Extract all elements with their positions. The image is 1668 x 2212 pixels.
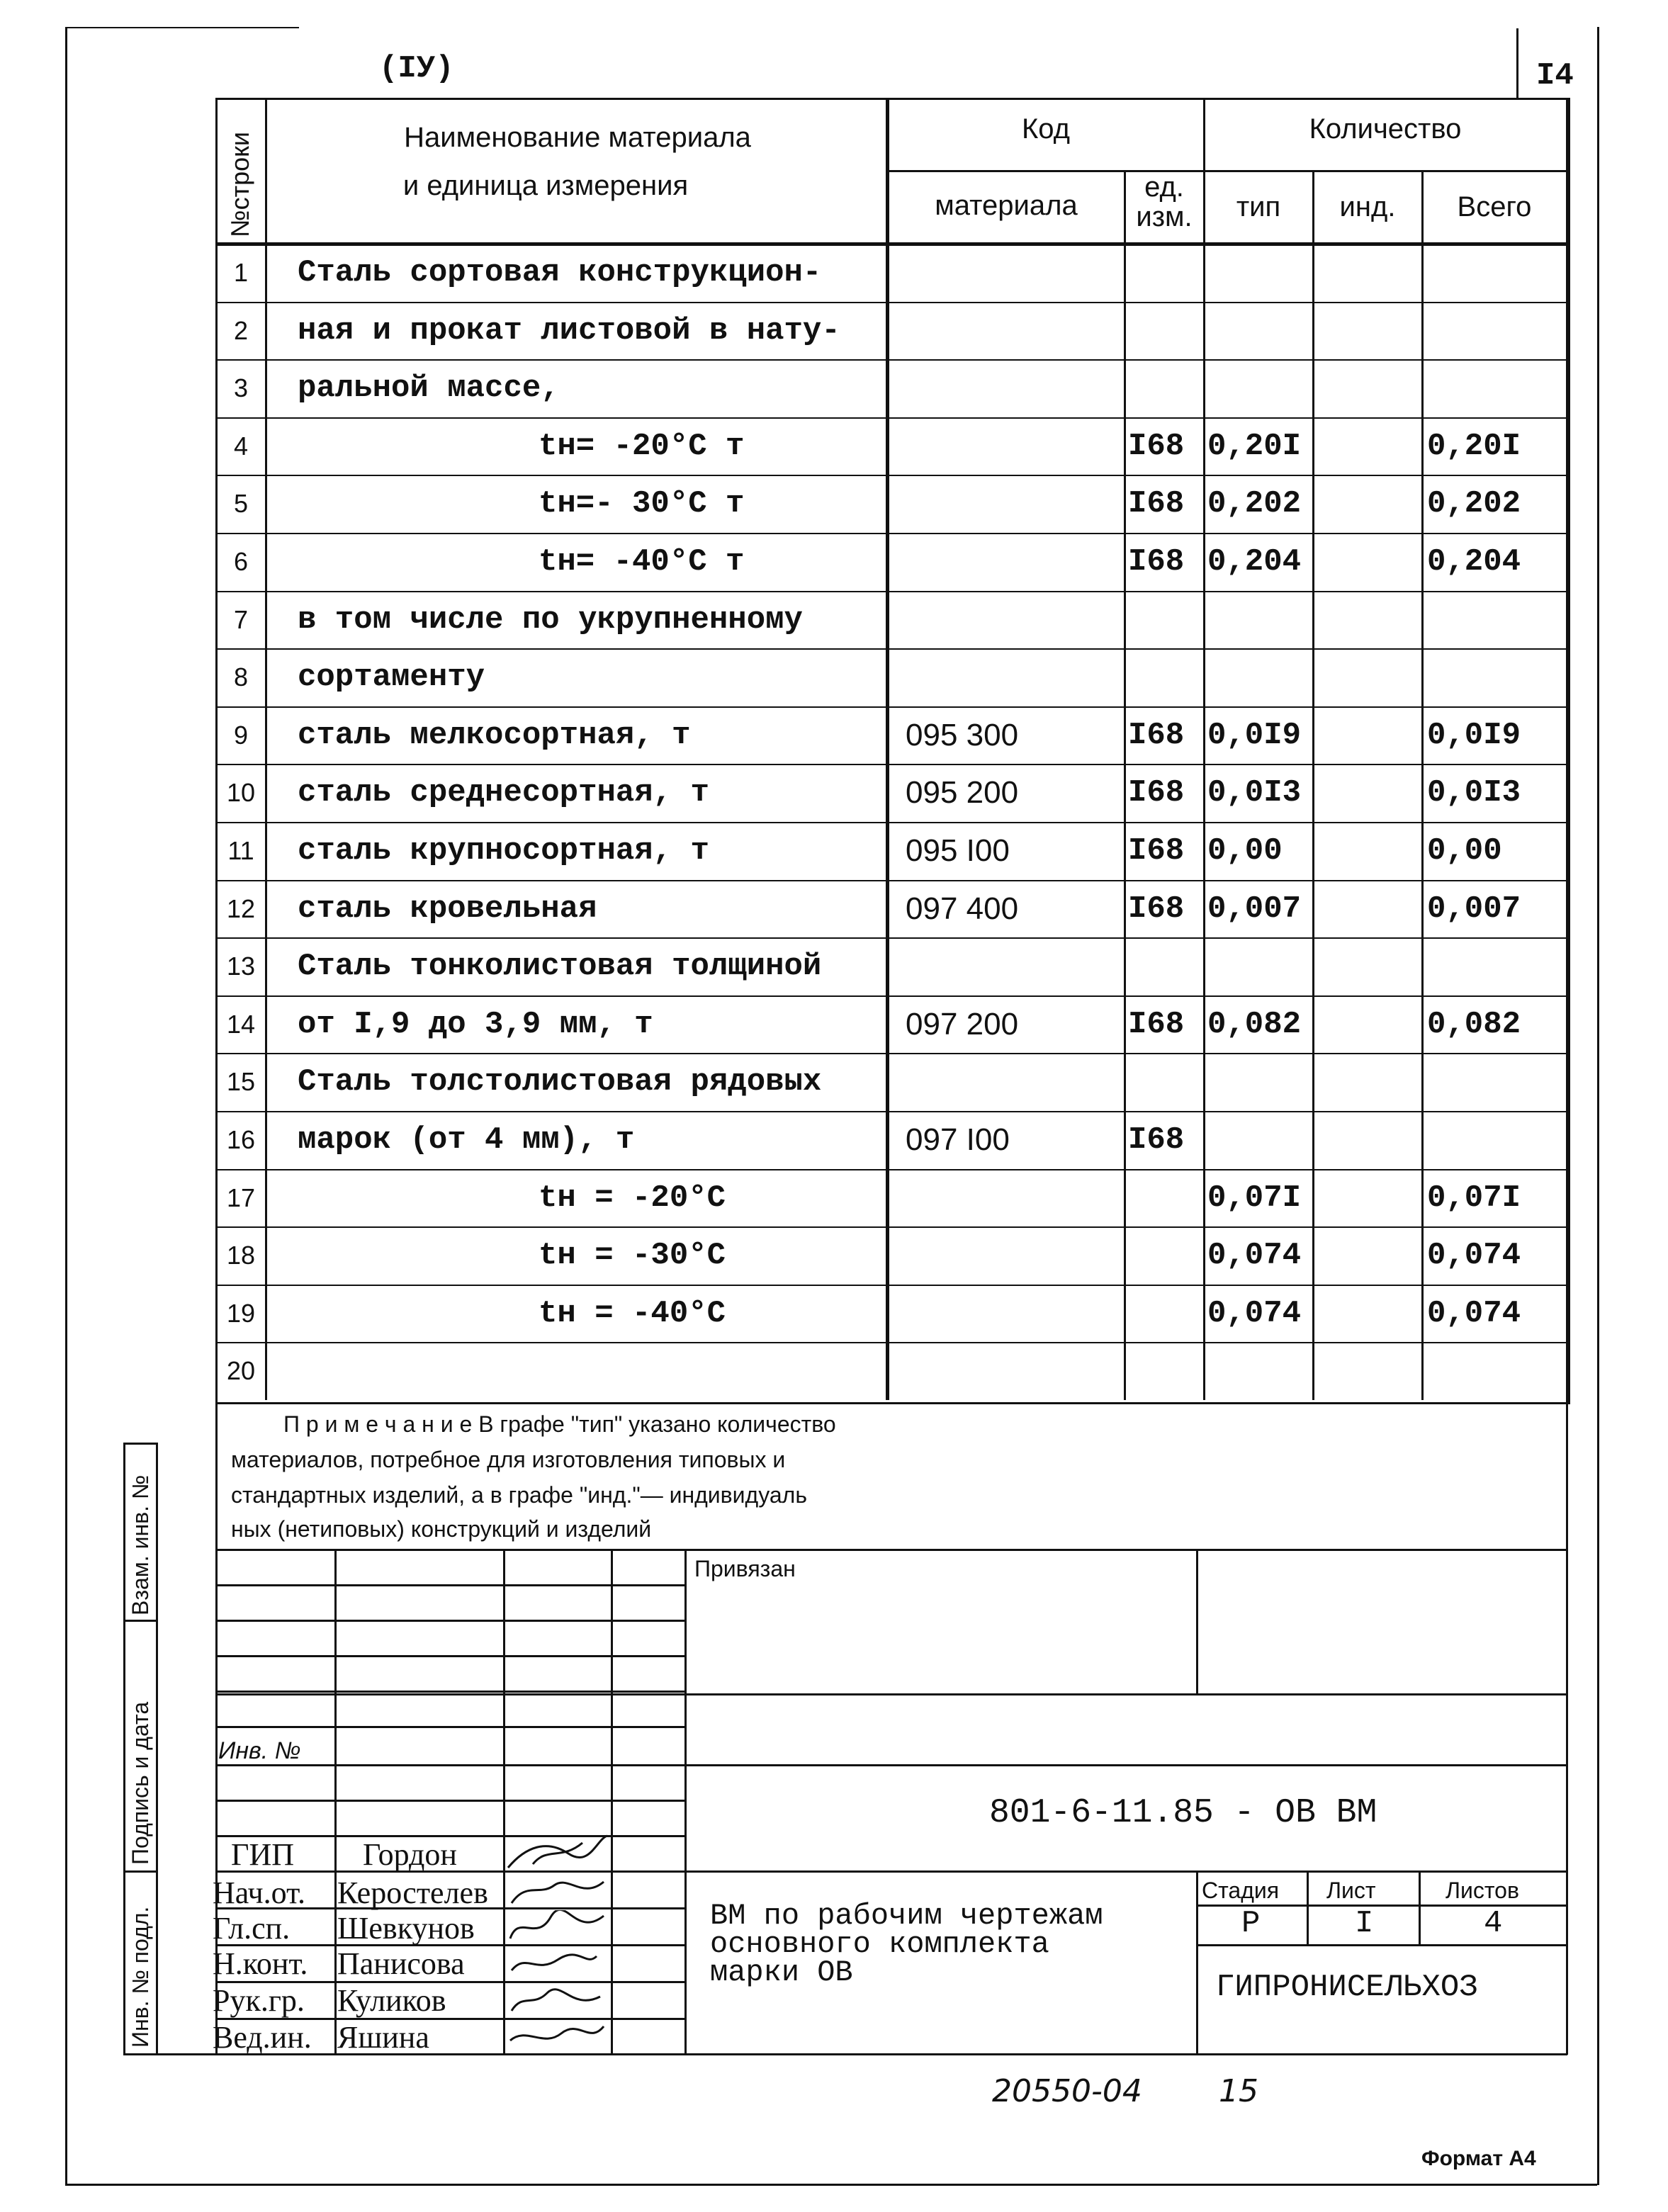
header-type: тип bbox=[1236, 191, 1281, 222]
tb-stage-left bbox=[1196, 1870, 1198, 2055]
tb-title-3: марки ОВ bbox=[710, 1956, 853, 1990]
table-row-line bbox=[215, 880, 1567, 881]
row-total: 0,007 bbox=[1427, 891, 1521, 927]
table-row-line bbox=[215, 533, 1567, 534]
row-number: 2 bbox=[233, 315, 249, 345]
tb-col-date bbox=[684, 1549, 687, 2055]
signer-name: Керостелев bbox=[337, 1875, 488, 1910]
row-number: 19 bbox=[226, 1298, 256, 1328]
row-unit: I68 bbox=[1128, 1006, 1185, 1042]
page-right-border bbox=[1597, 27, 1599, 2185]
tb-col-role bbox=[334, 1549, 337, 2055]
table-row-line bbox=[215, 475, 1567, 476]
row-unit: I68 bbox=[1128, 775, 1185, 811]
row-total: 0,202 bbox=[1427, 486, 1521, 522]
note-line4: ных (нетиповых) конструкций и изделий bbox=[231, 1516, 652, 1542]
col-line-total bbox=[1421, 170, 1424, 1400]
row-code: 095 I00 bbox=[906, 833, 1010, 868]
tb-title-1: ВМ по рабочим чертежам bbox=[710, 1899, 1103, 1933]
row-total: 0,082 bbox=[1427, 1006, 1521, 1042]
tb-stage-value: Р bbox=[1241, 1906, 1261, 1941]
tb-doc-code: 801-6-11.85 - ОВ ВМ bbox=[989, 1794, 1377, 1832]
signer-name: Яшина bbox=[337, 2020, 429, 2055]
row-total: 0,074 bbox=[1427, 1238, 1521, 1274]
table-row-line bbox=[215, 1053, 1567, 1054]
tb-grid-row7 bbox=[215, 1800, 686, 1802]
col-line-unit bbox=[1124, 170, 1126, 1400]
side-strip-bottom bbox=[123, 2053, 215, 2055]
tb-org: ГИПРОНИСЕЛЬХОЗ bbox=[1216, 1970, 1478, 2005]
row-number: 16 bbox=[226, 1125, 256, 1154]
row-name: марок (от 4 мм), т bbox=[298, 1122, 635, 1158]
row-code: 097 200 bbox=[906, 1006, 1019, 1042]
side-label-inv-podl: Инв. № подл. bbox=[128, 1906, 153, 2048]
col-line-type bbox=[1203, 98, 1205, 1400]
row-name: сталь мелкосортная, т bbox=[298, 717, 691, 753]
row-number: 9 bbox=[233, 720, 249, 750]
header-unit-1: ед. bbox=[1144, 171, 1184, 203]
signer-role: ГИП bbox=[231, 1837, 294, 1872]
header-material: материала bbox=[935, 190, 1078, 221]
tb-grid-row2 bbox=[215, 1620, 686, 1622]
row-number: 11 bbox=[227, 836, 254, 865]
table-row-line bbox=[215, 1342, 1567, 1343]
signature-vedin bbox=[505, 2019, 611, 2055]
tb-privyazan: Привязан bbox=[694, 1556, 796, 1581]
table-row-line bbox=[215, 1169, 1567, 1170]
signer-name: Гордон bbox=[363, 1837, 457, 1872]
tb-grid-row1 bbox=[215, 1584, 686, 1586]
row-number: 4 bbox=[233, 431, 249, 461]
signature-rukgr bbox=[505, 1982, 611, 2018]
row-unit: I68 bbox=[1128, 1122, 1185, 1158]
row-name: сталь среднесортная, т bbox=[298, 775, 709, 811]
row-number: 5 bbox=[233, 489, 249, 519]
tb-inv-no: Инв. № bbox=[218, 1737, 301, 1764]
row-number: 20 bbox=[226, 1356, 256, 1386]
signer-name: Панисова bbox=[337, 1946, 465, 1981]
row-name: сталь кровельная bbox=[298, 891, 597, 927]
row-number: 18 bbox=[226, 1241, 256, 1270]
col-line-code bbox=[886, 98, 889, 1400]
row-type: 0,202 bbox=[1207, 486, 1302, 522]
row-code: 095 200 bbox=[906, 775, 1019, 811]
row-total: 0,0I9 bbox=[1427, 717, 1521, 753]
signature-gip bbox=[505, 1832, 611, 1875]
row-total: 0,07I bbox=[1427, 1180, 1521, 1216]
row-type: 0,074 bbox=[1207, 1295, 1302, 1331]
row-unit: I68 bbox=[1128, 428, 1185, 464]
side-strip-top bbox=[123, 1443, 157, 1445]
sheet-number: I4 bbox=[1536, 58, 1574, 94]
side-label-vzam: Взам. инв. № bbox=[128, 1474, 153, 1615]
row-name: от I,9 до 3,9 мм, т bbox=[298, 1006, 653, 1042]
tb-title-2: основного комплекта bbox=[710, 1927, 1049, 1961]
signature-nach bbox=[505, 1875, 611, 1910]
row-name: tн = -30°C bbox=[539, 1238, 726, 1274]
tb-right-line bbox=[1566, 1400, 1568, 2055]
row-number: 17 bbox=[226, 1183, 256, 1212]
tb-sheets-value: 4 bbox=[1484, 1906, 1503, 1941]
table-row-line bbox=[215, 937, 1567, 939]
row-number: 6 bbox=[233, 547, 249, 576]
sheet-number-divider bbox=[1516, 28, 1518, 99]
row-type: 0,00 bbox=[1207, 833, 1283, 869]
tb-grid-top-mid bbox=[215, 1693, 1567, 1695]
row-name: сталь крупносортная, т bbox=[298, 833, 709, 869]
row-unit: I68 bbox=[1128, 486, 1185, 522]
table-row-line bbox=[215, 995, 1567, 997]
signer-role: Н.конт. bbox=[213, 1946, 308, 1981]
row-unit: I68 bbox=[1128, 891, 1185, 927]
row-name: tн=- 30°C т bbox=[539, 486, 745, 522]
row-name: tн = -40°C bbox=[539, 1295, 726, 1331]
side-strip-sep1 bbox=[123, 1620, 157, 1622]
tb-stage-bottom bbox=[1196, 1944, 1566, 1946]
row-type: 0,007 bbox=[1207, 891, 1302, 927]
row-name: ральной массе, bbox=[298, 371, 560, 407]
note-line1: П р и м е ч а н и е В графе "тип" указано количество bbox=[283, 1411, 836, 1437]
row-type: 0,0I3 bbox=[1207, 775, 1302, 811]
tb-sheets-label: Листов bbox=[1446, 1878, 1519, 1903]
col-line-ind bbox=[1312, 170, 1314, 1400]
signer-name: Куликов bbox=[337, 1983, 446, 2018]
format-label: Формат А4 bbox=[1421, 2147, 1536, 2170]
row-number: 13 bbox=[226, 952, 256, 981]
tb-sheet-value: I bbox=[1355, 1906, 1374, 1941]
signature-nkont bbox=[505, 1946, 611, 1981]
row-total: 0,00 bbox=[1427, 833, 1502, 869]
header-name-line1: Наименование материала bbox=[404, 122, 751, 153]
row-name: tн= -40°C т bbox=[539, 544, 745, 580]
row-total: 0,0I3 bbox=[1427, 775, 1521, 811]
row-number: 8 bbox=[233, 662, 249, 692]
row-number: 7 bbox=[233, 604, 249, 634]
tb-stage-div1 bbox=[1307, 1870, 1309, 1946]
tb-top-line bbox=[215, 1549, 1567, 1551]
table-row-line bbox=[215, 1111, 1567, 1112]
row-total: 0,074 bbox=[1427, 1295, 1521, 1331]
table-row-line bbox=[215, 648, 1567, 650]
row-unit: I68 bbox=[1128, 717, 1185, 753]
table-row-line bbox=[215, 359, 1567, 361]
tb-stage-label: Стадия bbox=[1202, 1878, 1280, 1903]
signer-role: Рук.гр. bbox=[213, 1983, 305, 2018]
tb-grid-row4 bbox=[215, 1691, 686, 1693]
table-row-line bbox=[215, 822, 1567, 823]
row-number: 10 bbox=[226, 778, 256, 808]
table-row-line bbox=[215, 417, 1567, 419]
page-top-stub bbox=[65, 27, 299, 28]
table-row-line bbox=[215, 591, 1567, 592]
note-line2: материалов, потребное для изготовления типовых и bbox=[231, 1447, 786, 1472]
tb-grid-row3 bbox=[215, 1655, 686, 1657]
row-type: 0,204 bbox=[1207, 544, 1302, 580]
row-type: 0,074 bbox=[1207, 1238, 1302, 1274]
row-number: 12 bbox=[226, 893, 256, 923]
table-row-line bbox=[215, 1226, 1567, 1228]
signer-role: Гл.сп. bbox=[213, 1911, 291, 1946]
tb-col-sign bbox=[611, 1549, 613, 2055]
row-code: 097 I00 bbox=[906, 1122, 1010, 1157]
tb-grid-row5 bbox=[215, 1726, 686, 1728]
row-code: 097 400 bbox=[906, 891, 1019, 926]
side-label-podpis: Подпись и дата bbox=[128, 1701, 153, 1865]
page-bottom-border bbox=[65, 2184, 1597, 2186]
row-name: ная и прокат листовой в нату- bbox=[298, 312, 840, 349]
header-code: Код bbox=[1021, 113, 1070, 145]
section-mark: (IУ) bbox=[379, 51, 454, 86]
row-name: Сталь тонколистовая толщиной bbox=[298, 949, 822, 985]
bottom-handwritten-page: 15 bbox=[1219, 2073, 1258, 2109]
signer-role: Нач.от. bbox=[213, 1875, 306, 1910]
row-unit: I68 bbox=[1128, 833, 1185, 869]
header-total: Всего bbox=[1457, 191, 1532, 222]
row-name: tн= -20°C т bbox=[539, 428, 745, 464]
table-row-line bbox=[215, 302, 1567, 303]
header-qty: Количество bbox=[1309, 113, 1462, 145]
row-number: 14 bbox=[226, 1009, 256, 1039]
row-name: в том числе по укрупненному bbox=[298, 602, 803, 638]
row-name: tн = -20°C bbox=[539, 1180, 726, 1216]
row-name: Сталь толстолистовая рядовых bbox=[298, 1064, 822, 1100]
row-number: 15 bbox=[226, 1067, 256, 1097]
table-row-line bbox=[215, 706, 1567, 708]
row-name: Сталь сортовая конструкцион- bbox=[298, 255, 822, 290]
signer-role: Вед.ин. bbox=[213, 2020, 312, 2055]
side-strip-right bbox=[156, 1443, 158, 2055]
header-mid-line bbox=[886, 170, 1567, 172]
table-row-line bbox=[215, 764, 1567, 765]
row-unit: I68 bbox=[1128, 544, 1185, 580]
row-name: сортаменту bbox=[298, 660, 485, 696]
bottom-handwritten-number: 20550-04 bbox=[992, 2073, 1142, 2109]
row-type: 0,07I bbox=[1207, 1180, 1302, 1216]
header-ind: инд. bbox=[1339, 191, 1396, 222]
row-total: 0,20I bbox=[1427, 428, 1521, 464]
signer-name: Шевкунов bbox=[337, 1911, 475, 1946]
tb-sheet-label: Лист bbox=[1326, 1878, 1376, 1903]
row-total: 0,204 bbox=[1427, 544, 1521, 580]
row-type: 0,0I9 bbox=[1207, 717, 1302, 753]
signature-glsp bbox=[505, 1910, 611, 1946]
row-number: 1 bbox=[233, 258, 249, 287]
side-strip-left bbox=[123, 1443, 125, 2055]
row-number: 3 bbox=[233, 373, 249, 403]
row-type: 0,20I bbox=[1207, 428, 1302, 464]
header-name-line2: и единица измерения bbox=[402, 170, 689, 201]
note-line3: стандартных изделий, а в графе "инд."— индивидуаль bbox=[231, 1482, 807, 1508]
header-unit-2: изм. bbox=[1136, 201, 1193, 232]
tb-stage-div2 bbox=[1419, 1870, 1421, 1946]
header-bottom-line bbox=[215, 242, 1567, 246]
tb-grid-row6 bbox=[215, 1764, 1567, 1766]
side-strip-sep2 bbox=[123, 1870, 157, 1873]
row-type: 0,082 bbox=[1207, 1006, 1302, 1042]
row-code: 095 300 bbox=[906, 717, 1019, 752]
page-left-border bbox=[65, 27, 67, 2185]
header-row-no: №строки bbox=[225, 131, 254, 237]
col-line-right bbox=[1566, 98, 1570, 1400]
tb-privyazan-split bbox=[1196, 1549, 1198, 1695]
table-row-line bbox=[215, 1285, 1567, 1286]
